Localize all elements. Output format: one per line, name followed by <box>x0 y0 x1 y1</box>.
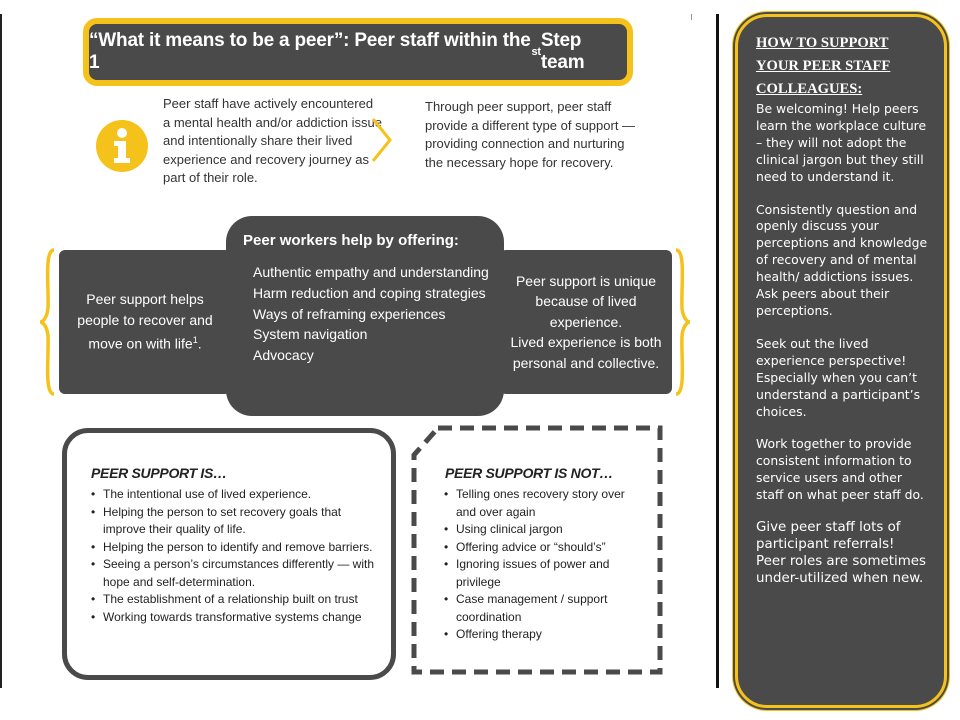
list-item: Advocacy <box>253 347 314 364</box>
left-margin-rule <box>0 14 2 688</box>
column-divider <box>716 14 719 688</box>
list-item: • Seeing a person’s circumstances differently — with hope and self-determination. <box>91 556 386 591</box>
is-heading: PEER SUPPORT IS… <box>91 465 227 481</box>
list-item: • Working towards transformative systems change <box>91 609 386 627</box>
unique-box <box>500 250 672 394</box>
corner-tick <box>691 14 692 20</box>
offering-list <box>253 262 498 366</box>
chevron-right-icon <box>370 116 394 164</box>
page-title <box>83 18 633 86</box>
list-item: Ways of reframing experiences <box>253 305 446 322</box>
list-item: • Offering advice or “should’s” <box>444 539 634 557</box>
panel-heading: HOW TO SUPPORT YOUR PEER STAFF COLLEAGUES: <box>756 35 891 97</box>
recover-box <box>59 250 231 394</box>
title-tail: Step team <box>540 30 585 73</box>
left-brace-icon <box>40 248 56 396</box>
list-item: System navigation <box>253 326 368 343</box>
unique-line1: Peer support is unique because of lived experience. <box>515 272 657 330</box>
list-item: • Offering therapy <box>444 626 634 644</box>
list-item: • Using clinical jargon <box>444 521 634 539</box>
panel-paragraph: Seek out the lived experience perspective! Especially when you can’t understand a participant’s choices. <box>756 335 921 419</box>
title-sup: st <box>531 46 541 58</box>
panel-paragraph: Work together to provide consistent information to service users and other staff on what peer staff do. <box>756 436 924 503</box>
panel-paragraph: Give peer staff lots of participant referrals! Peer roles are sometimes under-utilized when new. <box>756 520 927 586</box>
list-item: • Helping the person to identify and remove barriers. <box>91 539 386 557</box>
recover-sup: 1 <box>192 335 198 346</box>
is-list <box>91 486 386 626</box>
support-panel-content <box>756 32 928 604</box>
list-item: • Case management / support coordination <box>444 591 634 626</box>
recover-text: Peer support helps people to recover and move on with life <box>77 291 213 353</box>
info-icon <box>96 120 148 172</box>
list-item: • Helping the person to set recovery goals that improve their quality of life. <box>91 504 386 539</box>
is-not-heading: PEER SUPPORT IS NOT… <box>445 465 613 481</box>
list-item: • The establishment of a relationship built on trust <box>91 591 386 609</box>
list-item: • Ignoring issues of power and privilege <box>444 556 634 591</box>
right-brace-icon <box>674 248 690 396</box>
is-not-list <box>444 486 634 644</box>
panel-paragraph: Be welcoming! Help peers learn the workplace culture – they will not adopt the clinical jargon but they still need to understand it. <box>756 101 927 184</box>
recover-end: . <box>197 336 202 353</box>
list-item: • The intentional use of lived experience. <box>91 486 386 504</box>
offering-title: Peer workers help by offering: <box>243 232 459 249</box>
unique-line2: Lived experience is both personal and collective. <box>510 334 662 371</box>
list-item: • Telling ones recovery story over and over again <box>444 486 634 521</box>
intro-peer-support: Through peer support, peer staff provide a different type of support — providing connection and nurturing the necessary hope for recovery. <box>425 99 636 170</box>
title-main: “What it means to be a peer”: Peer staff within the 1 <box>89 30 531 73</box>
list-item: Authentic empathy and understanding <box>253 264 489 280</box>
intro-peer-staff: Peer staff have actively encountered a mental health and/or addiction issue and intentionally share their lived experience and recovery journey as part of their role. <box>163 96 382 185</box>
list-item: Harm reduction and coping strategies <box>253 284 486 301</box>
panel-paragraph: Consistently question and openly discuss your perceptions and knowledge of recovery and of mental health/ addictions issues. Ask peers about their perceptions. <box>756 201 928 318</box>
